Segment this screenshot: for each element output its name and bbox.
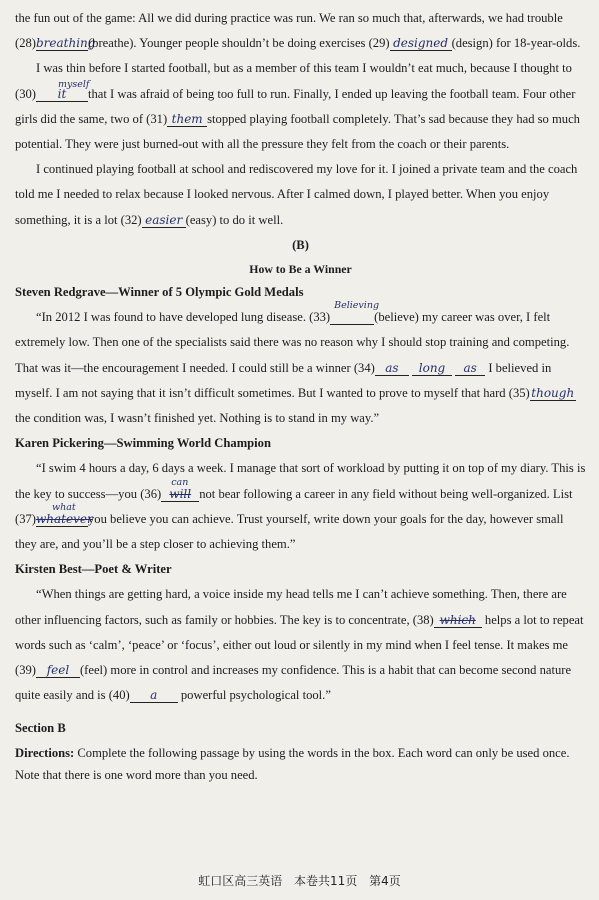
blank-39[interactable]: [36, 663, 80, 678]
text: (believe) my career was over, I felt extremely low. Then one of the specialists said there was no reason why I should stop training and competing. That was it—the encouragement I needed. I could still be a winner (34): [15, 310, 570, 375]
passage-title: How to Be a Winner: [249, 262, 352, 277]
handwritten-answer-36: will: [169, 486, 192, 501]
blank-34-first[interactable]: [375, 361, 409, 376]
handwritten-answer-32: easier: [145, 212, 183, 227]
footer-page-number: 第4页: [369, 874, 401, 888]
blank-40[interactable]: [130, 688, 178, 703]
blank-29[interactable]: [390, 36, 452, 51]
text: (design) for 18-year-olds.: [451, 36, 581, 51]
text: stopped playing football completely. That’s sad because they had so much potential. They were just burned-out with all the pressure they felt from the coach or their parents.: [15, 111, 580, 152]
heading-karen-pickering: Karen Pickering—Swimming World Champion: [15, 436, 271, 451]
text: that I was afraid of being too full to run. Finally, I ended up leaving the football team. Four other girls did the same, two of (31): [15, 86, 576, 126]
footer-total-pages: 本卷共11页: [294, 874, 358, 888]
text: you believe you can achieve. Trust yourself, write down your goals for the day, however small they are, and you’ll be a step closer to achieving them.”: [15, 511, 564, 552]
text: powerful psychological tool.”: [180, 688, 331, 703]
paragraph-practice: [15, 6, 586, 56]
blank-32[interactable]: [142, 213, 186, 228]
handwritten-answer-34a: as: [385, 360, 399, 375]
page-footer: [0, 872, 599, 889]
text: “In 2012 I was found to have developed lung disease. (33): [36, 310, 331, 325]
handwritten-answer-31: them: [171, 111, 203, 126]
section-b-directions: [15, 742, 586, 786]
text: (easy) to do it well.: [185, 212, 284, 227]
blank-31[interactable]: [167, 112, 207, 127]
heading-kirsten-best: Kirsten Best—Poet & Writer: [15, 562, 172, 577]
part-b-label: (B): [292, 237, 309, 252]
text: (breathe). Younger people shouldn’t be doing exercises (29): [87, 36, 390, 51]
text: the fun out of the game: All we did during practice was run. We ran so much that, afterwards, we had trouble (28): [15, 11, 563, 51]
blank-38[interactable]: [434, 613, 482, 628]
handwritten-correction-30: myself: [57, 78, 90, 90]
handwritten-answer-34c: as: [463, 360, 477, 375]
text: the condition was, I wasn’t finished yet. Nothing is to stand in my way.”: [15, 411, 380, 426]
blank-33[interactable]: [330, 300, 380, 325]
blank-34-second[interactable]: [412, 361, 452, 376]
blank-35[interactable]: [530, 386, 576, 401]
text: helps a lot to repeat words such as ‘calm’, ‘peace’ or ‘focus’, either out loud or silently in my mind when I feel tense. It makes me (39): [15, 612, 584, 678]
handwritten-answer-38: which: [439, 612, 476, 627]
blank-36[interactable]: [161, 476, 199, 502]
text: I believed in myself. I am not saying that it isn’t difficult sometimes. But I wanted to prove to myself that hard (35): [15, 360, 552, 400]
footer-school: 虹口区高三英语: [198, 874, 283, 888]
handwritten-answer-39: feel: [46, 663, 70, 678]
paragraph-rediscovered: [15, 157, 586, 233]
handwritten-answer-28: breathing: [35, 36, 96, 51]
handwritten-answer-40: a: [150, 688, 158, 703]
text: I was thin before I started football, but as a member of this team I wouldn’t eat much, because I thought to (30): [15, 61, 572, 101]
paragraph-kirsten: [15, 582, 586, 708]
text: “When things are getting hard, a voice inside my head tells me I can’t achieve something. Then, there are other influencing factors, such as family or hobbies. The key is to concentrate, (38): [15, 587, 567, 627]
handwritten-answer-30: it: [57, 86, 67, 101]
handwritten-answer-35: though: [531, 385, 575, 400]
section-b-heading: Section B: [15, 721, 66, 736]
text: not bear following a career in any field without being well-organized. List (37): [15, 486, 573, 526]
blank-34-third[interactable]: [455, 361, 485, 376]
directions-text: Complete the following passage by using the words in the box. Each word can only be used once. Note that there is one word more than you need.: [15, 745, 570, 782]
handwritten-answer-37: whatever: [35, 511, 93, 526]
text: I continued playing football at school and rediscovered my love for it. I joined a private team and the coach told me I needed to relax because I looked nervous. After I calmed down, I played better. When you enjoy something, it is a lot (32): [15, 162, 578, 227]
paragraph-thin: [15, 56, 586, 157]
directions-label: Directions:: [15, 745, 75, 760]
handwritten-answer-34b: long: [418, 360, 446, 375]
text: “I swim 4 hours a day, 6 days a week. I manage that sort of workload by putting it on top of my diary. This is the key to success—you (36): [15, 461, 586, 501]
paragraph-steven: [15, 300, 586, 431]
blank-30[interactable]: [36, 78, 90, 102]
text: (feel) more in control and increases my confidence. This is a habit that can become second nature quite easily and is (40): [15, 663, 572, 703]
heading-steven-redgrave: Steven Redgrave—Winner of 5 Olympic Gold Medals: [15, 285, 304, 300]
blank-37[interactable]: [35, 501, 93, 527]
handwritten-correction-36: can: [171, 476, 189, 488]
blank-28[interactable]: [35, 36, 96, 51]
handwritten-answer-29: designed: [393, 36, 449, 51]
paragraph-karen: [15, 456, 586, 557]
handwritten-correction-37: what: [51, 501, 76, 513]
handwritten-answer-33: Believing: [334, 300, 380, 312]
